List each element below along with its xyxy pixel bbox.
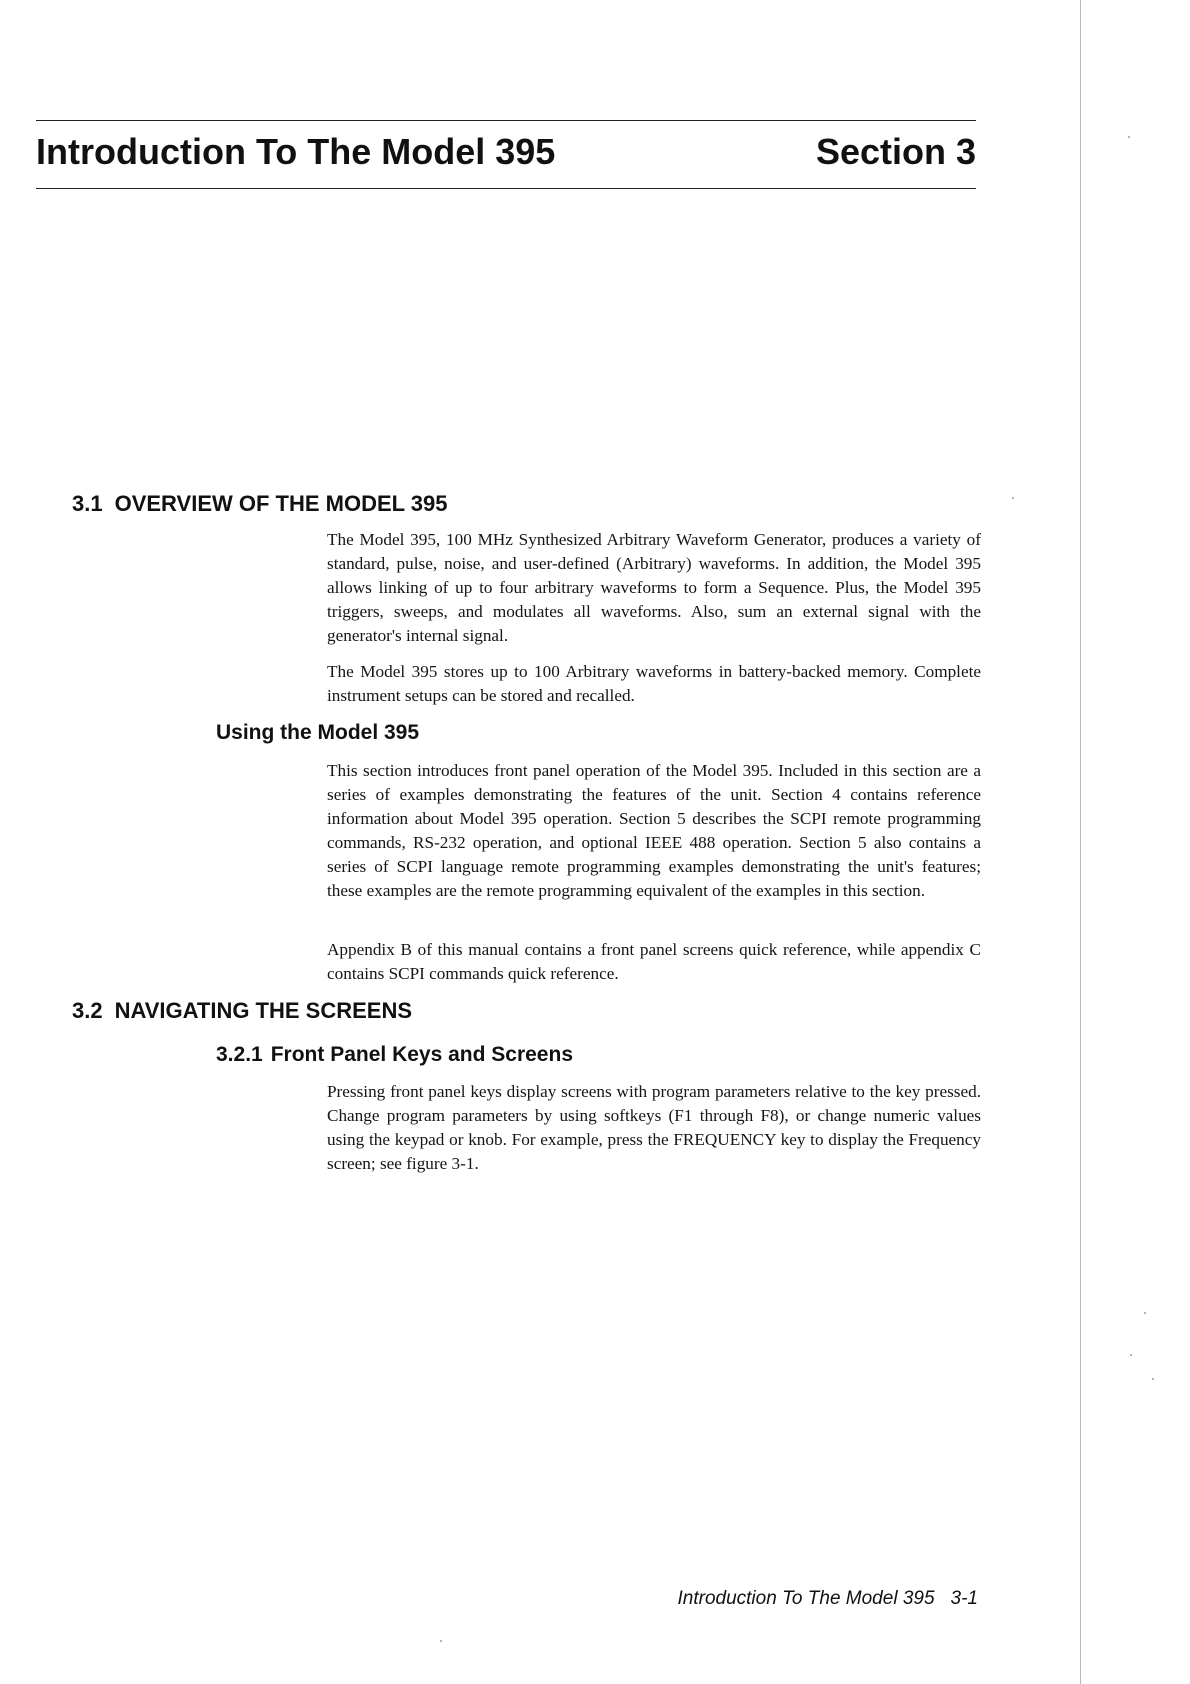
front-panel-paragraph-1: Pressing front panel keys display screens with program parameters relative to the key pressed. Change program parameters by using softkeys (F1 through F8), or change numeric values using the keypad or knob. For example, press the FREQUENCY key to display the Frequency screen; see figure 3-1. [327, 1082, 981, 1173]
footer-page-number: 3-1 [950, 1588, 978, 1609]
overview-paragraph-2: The Model 395 stores up to 100 Arbitrary waveforms in battery-backed memory. Complete instrument setups can be stored and recalled. [327, 662, 981, 705]
heading-3-2-1-title: Front Panel Keys and Screens [270, 1043, 573, 1066]
heading-3-1-number: 3.1 [72, 491, 103, 516]
footer-title: Introduction To The Model 395 [677, 1588, 935, 1609]
scan-edge-line [1080, 0, 1081, 1684]
scan-speck [1128, 136, 1130, 138]
page-title: Introduction To The Model 395 [36, 131, 556, 172]
using-paragraph-2: Appendix B of this manual contains a front panel screens quick reference, while appendix C contains SCPI commands quick reference. [327, 940, 981, 983]
scan-speck [1152, 1378, 1154, 1380]
heading-3-2-1-number: 3.2.1 [216, 1043, 263, 1066]
scan-speck [1130, 1354, 1132, 1356]
scan-speck [1144, 1312, 1146, 1314]
header-rule-bottom [36, 188, 976, 189]
heading-using-model: Using the Model 395 [216, 721, 420, 744]
using-paragraph-1: This section introduces front panel operation of the Model 395. Included in this section are a series of examples demonstrating the features of the unit. Section 4 contains reference information about Model 395 operation. Section 5 describes the SCPI remote programming commands, RS-232 operation, and optional IEEE 488 operation. Section 5 also contains a series of SCPI language remote programming examples demonstrating the unit's features; these examples are the remote programming equivalent of the examples in this section. [327, 761, 981, 900]
heading-3-2-number: 3.2 [72, 998, 103, 1023]
heading-3-1-title: OVERVIEW OF THE MODEL 395 [114, 491, 448, 516]
overview-paragraph-1: The Model 395, 100 MHz Synthesized Arbitrary Waveform Generator, produces a variety of standard, pulse, noise, and user-defined (Arbitrary) waveforms. In addition, the Model 395 allows linking of up to four arbitrary waveforms to form a Sequence. Plus, the Model 395 triggers, sweeps, and modulates all waveforms. Also, sum an external signal with the generator's internal signal. [327, 530, 981, 645]
heading-3-2 [72, 1000, 412, 1022]
heading-3-1 [72, 493, 448, 515]
header-rule-top [36, 120, 976, 121]
page-footer [678, 1588, 979, 1610]
section-label: Section 3 [815, 131, 976, 172]
scan-speck [1012, 497, 1014, 499]
heading-3-2-1 [216, 1044, 573, 1065]
heading-3-2-title: NAVIGATING THE SCREENS [114, 998, 413, 1023]
scan-speck [440, 1640, 442, 1642]
